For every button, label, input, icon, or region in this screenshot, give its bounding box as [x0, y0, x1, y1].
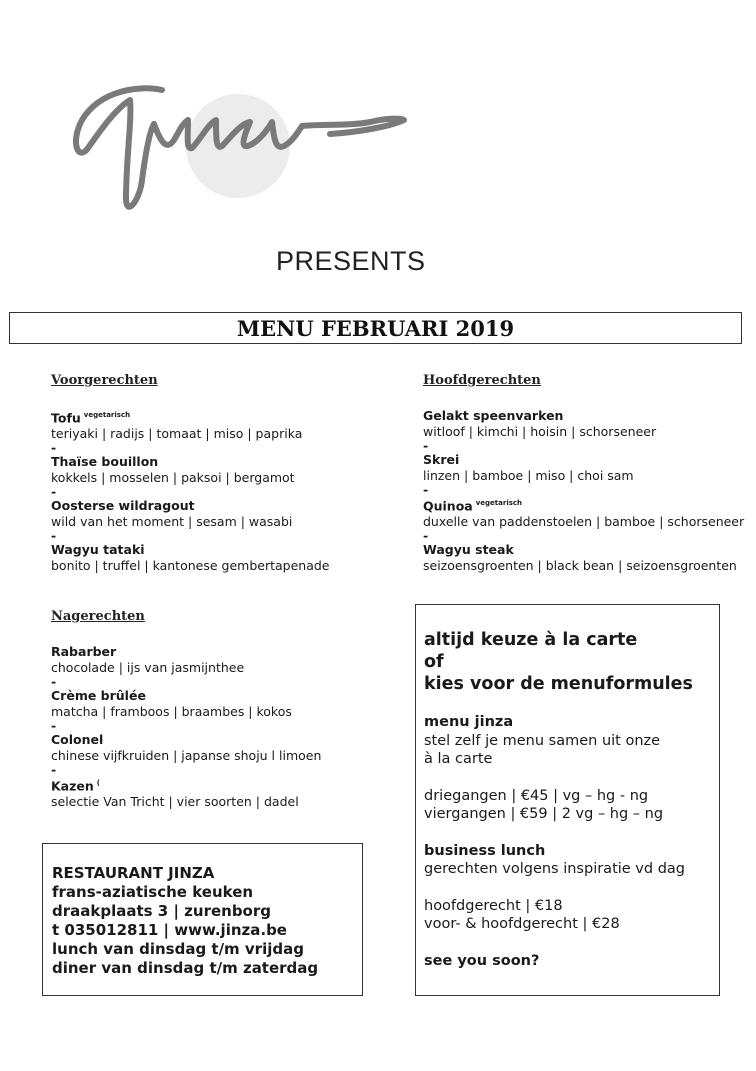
separator: - [423, 438, 429, 453]
dish-item [51, 498, 391, 529]
lunch-price-2: voor- & hoofdgerecht | €28 [424, 916, 620, 932]
dish-desc: kokkels | mosselen | paksoi | bergamot [51, 470, 295, 486]
dish-name: Skrei [423, 452, 460, 467]
dish-desc: seizoensgroenten | black bean | seizoensgroenten [423, 558, 737, 574]
voorgerechten-title: Voorgerechten [51, 373, 158, 388]
separator: - [51, 528, 57, 544]
price-viergangen: viergangen | €59 | 2 vg – hg – ng [424, 806, 664, 822]
dish-desc: chinese vijfkruiden | japanse shoju l limoen [51, 748, 322, 763]
dish-desc: witloof | kimchi | hoisin | schorseneer [423, 424, 657, 439]
separator: - [51, 440, 57, 456]
dish-name: Crème brûlée [51, 688, 146, 703]
lunch-price-1: hoofdgerecht | €18 [424, 897, 563, 914]
restaurant-cuisine: frans-aziatische keuken [52, 883, 254, 901]
jinza-logo [70, 80, 420, 210]
dish-desc: teriyaki | radijs | tomaat | miso | paprika [51, 426, 303, 442]
dish-name: Wagyu steak [423, 542, 514, 558]
offer-headline [424, 629, 719, 695]
dish-tag: vegetarisch [475, 499, 523, 507]
hoofdgerechten-title: Hoofdgerechten [423, 373, 541, 388]
dish-item [51, 408, 391, 441]
dish-item [51, 644, 391, 675]
price-driegangen: driegangen | €45 | vg – hg - ng [424, 787, 649, 804]
dish-name: Tofu [51, 410, 81, 426]
dish-item [51, 688, 391, 719]
dish-name: Oosterse wildragout [51, 498, 195, 514]
offer-head-3: kies voor de menuformules [424, 674, 693, 694]
dish-name: Thaïse bouillon [51, 454, 159, 470]
menu-jinza-line-2: à la carte [424, 751, 493, 767]
dish-item [423, 452, 753, 483]
restaurant-name: RESTAURANT JINZA [52, 864, 215, 882]
restaurant-contact: t 035012811 | www.jinza.be [52, 921, 287, 939]
separator: - [51, 718, 57, 733]
presents-label: PRESENTS [276, 246, 426, 276]
dish-tag: vegetarisch [83, 411, 131, 419]
closing-line: see you soon? [424, 952, 540, 969]
restaurant-address: draakplaats 3 | zurenborg [52, 902, 271, 920]
menu-jinza-title: menu jinza [424, 714, 514, 730]
nagerechten-section [51, 609, 391, 809]
jinza-logo-graphic [70, 80, 420, 210]
dish-name: Colonel [51, 732, 104, 747]
dish-desc: wild van het moment | sesam | wasabi [51, 514, 293, 530]
dish-item [51, 776, 391, 809]
dish-item [423, 496, 753, 529]
dish-item [423, 542, 753, 573]
menu-title-box [9, 312, 742, 344]
dish-name: Kazen [51, 778, 94, 794]
nagerechten-title: Nagerechten [51, 609, 145, 624]
dish-name: Quinoa [423, 498, 473, 514]
separator: - [51, 484, 57, 500]
dish-name: Rabarber [51, 644, 117, 659]
hoofdgerechten-section [423, 373, 753, 573]
restaurant-dinner-hours: diner van dinsdag t/m zaterdag [52, 959, 319, 977]
dish-tag: ( [96, 779, 100, 787]
dish-desc: matcha | framboos | braambes | kokos [51, 704, 292, 719]
dish-item [51, 454, 391, 485]
dish-item [423, 408, 753, 439]
dish-name: Wagyu tataki [51, 542, 145, 558]
business-lunch-desc: gerechten volgens inspiratie vd dag [424, 861, 685, 877]
dish-desc: chocolade | ijs van jasmijnthee [51, 660, 245, 675]
offer-head-1: altijd keuze à la carte [424, 630, 638, 650]
dish-desc: duxelle van paddenstoelen | bamboe | schorseneer [423, 514, 745, 530]
separator: - [51, 674, 57, 689]
menu-jinza-line-1: stel zelf je menu samen uit onze [424, 732, 661, 749]
separator: - [423, 528, 429, 544]
offer-head-2: of [424, 652, 444, 672]
offer-box [415, 604, 720, 996]
separator: - [51, 762, 57, 777]
business-lunch-title: business lunch [424, 842, 546, 859]
dish-name: Gelakt speenvarken [423, 408, 564, 423]
dish-desc: selectie Van Tricht | vier soorten | dadel [51, 794, 299, 810]
restaurant-info-box [42, 843, 363, 996]
dish-desc: linzen | bamboe | miso | choi sam [423, 468, 634, 483]
restaurant-lunch-hours: lunch van dinsdag t/m vrijdag [52, 940, 304, 958]
dish-item [51, 732, 391, 763]
dish-desc: bonito | truffel | kantonese gembertapenade [51, 558, 330, 574]
voorgerechten-section [51, 373, 391, 573]
dish-item [51, 542, 391, 573]
separator: - [423, 482, 429, 497]
menu-title: MENU FEBRUARI 2019 [236, 316, 515, 341]
